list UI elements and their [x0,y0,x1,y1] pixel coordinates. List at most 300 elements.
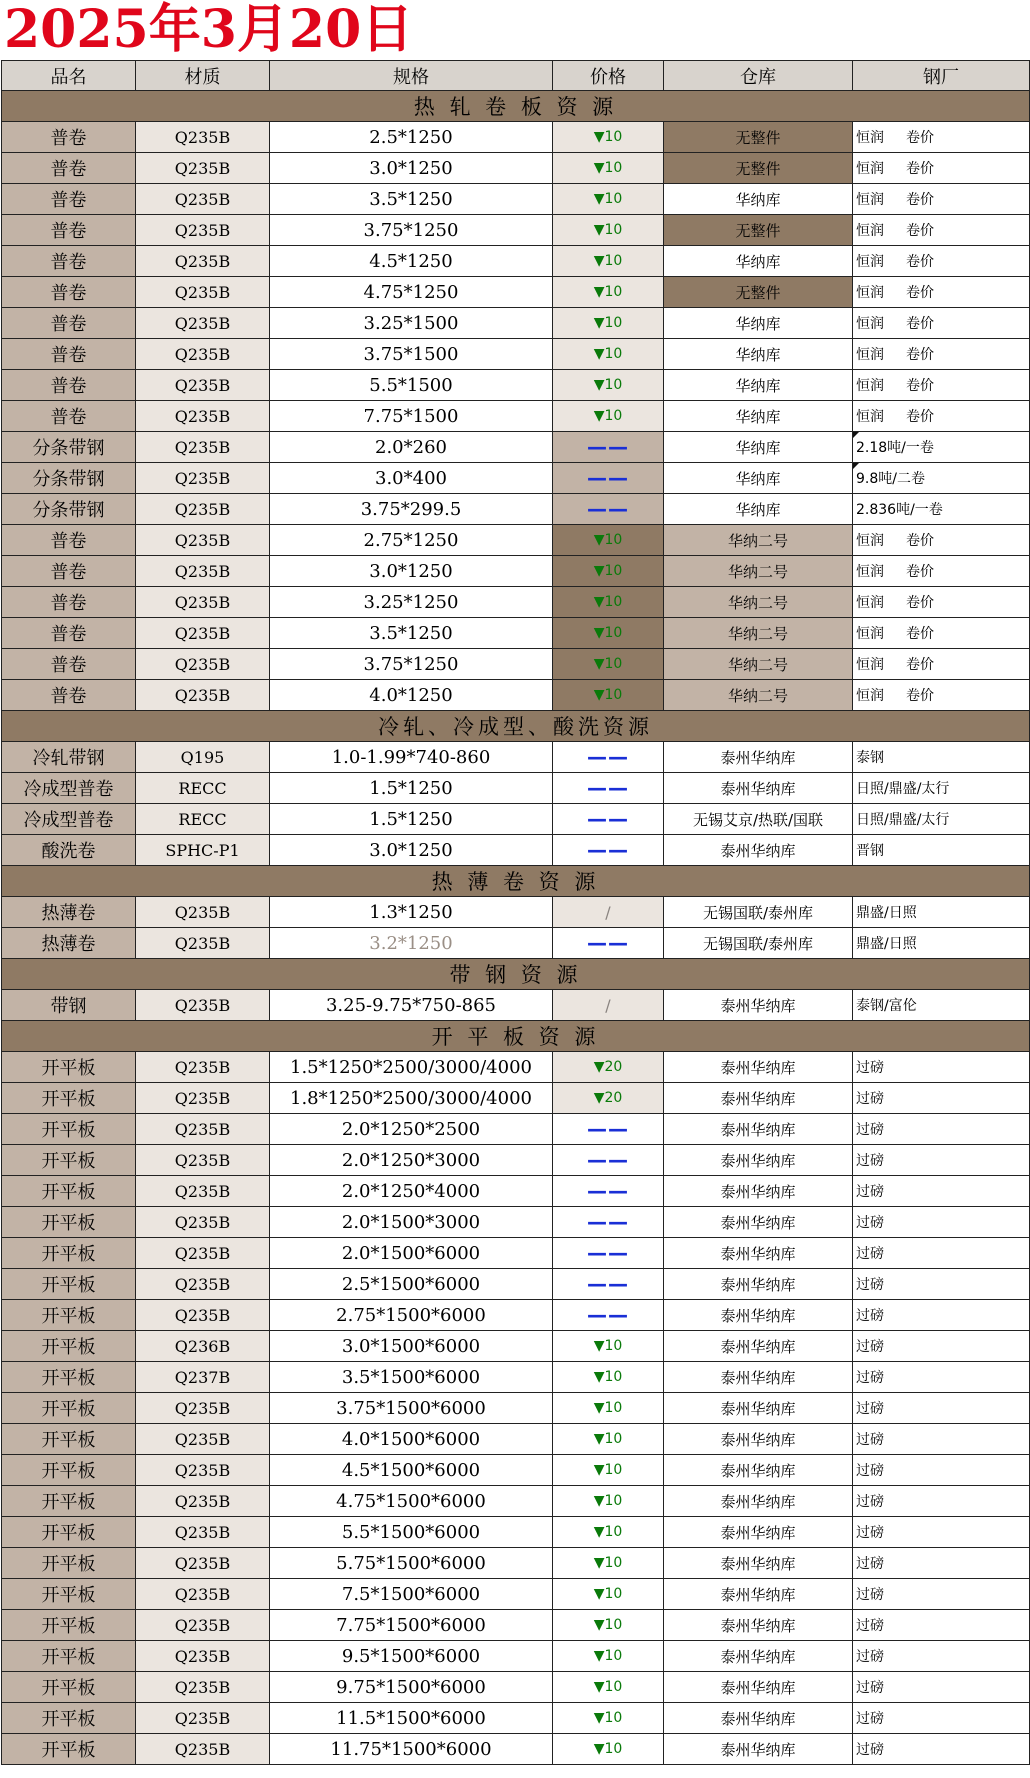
product-name-cell: 分条带钢 [2,463,136,494]
material-cell: Q235B [136,1424,270,1455]
mill-note: 卷价 [906,285,934,301]
material-cell: Q237B [136,1362,270,1393]
warehouse-cell: 华纳二号 [664,587,853,618]
price-cell [553,401,664,432]
mill-cell [853,897,1030,928]
mill-name: 日照/鼎盛/太行 [856,812,950,828]
mill-cell [853,587,1030,618]
mill-name: 过磅 [856,1091,884,1107]
mill-name: 过磅 [856,1742,884,1758]
price-dash: —— [587,776,629,800]
mill-name: 鼎盛/日照 [856,936,917,952]
spec-cell: 2.0*1250*3000 [270,1145,553,1176]
mill-cell [853,122,1030,153]
material-cell: Q235B [136,308,270,339]
spec-cell: 2.5*1500*6000 [270,1269,553,1300]
warehouse-cell: 无整件 [664,153,853,184]
table-row [2,370,1030,401]
price-cell [553,277,664,308]
spec-cell: 2.0*1250*4000 [270,1176,553,1207]
spec-cell: 2.0*1500*6000 [270,1238,553,1269]
price-cell [553,1548,664,1579]
table-row [2,339,1030,370]
mill-cell [853,804,1030,835]
spec-cell: 4.0*1500*6000 [270,1424,553,1455]
spec-cell: 2.0*260 [270,432,553,463]
header-row [2,61,1030,91]
product-name-cell: 开平板 [2,1269,136,1300]
mill-name: 2.836吨/一卷 [856,502,943,518]
material-cell: Q235B [136,277,270,308]
mill-name: 泰钢/富伦 [856,998,917,1014]
warehouse-cell: 泰州华纳库 [664,1455,853,1486]
warehouse-cell: 泰州华纳库 [664,1579,853,1610]
warehouse-cell: 华纳库 [664,432,853,463]
material-cell: Q235B [136,618,270,649]
mill-name: 过磅 [856,1618,884,1634]
table-row [2,897,1030,928]
material-cell: Q235B [136,1672,270,1703]
price-down-indicator: ▼20 [593,1059,623,1075]
warehouse-cell: 泰州华纳库 [664,1486,853,1517]
product-name-cell: 开平板 [2,1579,136,1610]
mill-name: 鼎盛/日照 [856,905,917,921]
mill-cell [853,1579,1030,1610]
material-cell: Q235B [136,1579,270,1610]
mill-cell [853,773,1030,804]
warehouse-cell: 泰州华纳库 [664,1331,853,1362]
mill-note: 卷价 [906,192,934,208]
table-row [2,1207,1030,1238]
warehouse-cell: 华纳库 [664,370,853,401]
warehouse-cell: 无整件 [664,277,853,308]
warehouse-cell: 无整件 [664,215,853,246]
price-cell [553,1207,664,1238]
price-cell [553,680,664,711]
mill-name: 过磅 [856,1215,884,1231]
price-down-indicator: ▼10 [593,1462,623,1478]
spec-cell: 3.25-9.75*750-865 [270,990,553,1021]
spec-cell: 3.75*1500*6000 [270,1393,553,1424]
warehouse-cell: 泰州华纳库 [664,1362,853,1393]
mill-name: 过磅 [856,1680,884,1696]
price-down-indicator: ▼10 [593,594,623,610]
warehouse-cell: 华纳库 [664,308,853,339]
spec-cell: 3.0*1500*6000 [270,1331,553,1362]
warehouse-cell: 华纳库 [664,494,853,525]
mill-cell [853,1176,1030,1207]
mill-cell [853,370,1030,401]
table-row [2,556,1030,587]
product-name-cell: 开平板 [2,1114,136,1145]
price-down-indicator: ▼10 [593,1369,623,1385]
material-cell: SPHC-P1 [136,835,270,866]
material-cell: Q235B [136,494,270,525]
table-row [2,1114,1030,1145]
product-name-cell: 普卷 [2,277,136,308]
warehouse-cell: 华纳二号 [664,618,853,649]
material-cell: Q235B [136,370,270,401]
spec-cell: 5.5*1500 [270,370,553,401]
warehouse-cell: 无锡国联/泰州库 [664,928,853,959]
spec-cell: 5.75*1500*6000 [270,1548,553,1579]
table-row [2,1238,1030,1269]
product-name-cell: 开平板 [2,1641,136,1672]
product-name-cell: 普卷 [2,556,136,587]
mill-name: 过磅 [856,1277,884,1293]
mill-cell [853,1672,1030,1703]
mill-name: 恒润 [856,192,884,208]
price-cell [553,1052,664,1083]
mill-cell [853,1145,1030,1176]
table-row [2,804,1030,835]
mill-note: 卷价 [906,254,934,270]
header-warehouse: 仓库 [664,61,853,91]
mill-name: 过磅 [856,1587,884,1603]
spec-cell: 2.0*1500*3000 [270,1207,553,1238]
price-slash: / [605,902,611,922]
price-down-indicator: ▼10 [593,1555,623,1571]
material-cell: RECC [136,804,270,835]
mill-name: 过磅 [856,1184,884,1200]
material-cell: Q235B [136,680,270,711]
material-cell: Q235B [136,928,270,959]
mill-cell [853,401,1030,432]
material-cell: Q235B [136,1114,270,1145]
spec-cell: 1.0-1.99*740-860 [270,742,553,773]
mill-name: 过磅 [856,1122,884,1138]
mill-name: 过磅 [856,1308,884,1324]
price-down-indicator: ▼10 [593,1524,623,1540]
table-row [2,432,1030,463]
table-row [2,1052,1030,1083]
mill-name: 恒润 [856,409,884,425]
product-name-cell: 普卷 [2,401,136,432]
mill-note: 卷价 [906,130,934,146]
warehouse-cell: 泰州华纳库 [664,1641,853,1672]
table-row [2,990,1030,1021]
mill-name: 过磅 [856,1153,884,1169]
material-cell: Q235B [136,122,270,153]
section-title: 热 轧 卷 板 资 源 [2,91,1030,122]
spec-cell: 7.75*1500*6000 [270,1610,553,1641]
product-name-cell: 开平板 [2,1145,136,1176]
table-row [2,1517,1030,1548]
table-row [2,1703,1030,1734]
table-row [2,1455,1030,1486]
price-cell [553,1703,664,1734]
price-dash: —— [587,1117,629,1141]
material-cell: Q235B [136,990,270,1021]
mill-cell [853,556,1030,587]
product-name-cell: 开平板 [2,1703,136,1734]
section-header-row [2,959,1030,990]
header-mill: 钢厂 [853,61,1030,91]
price-cell [553,742,664,773]
mill-cell [853,153,1030,184]
price-cell [553,1455,664,1486]
price-down-indicator: ▼10 [593,191,623,207]
mill-cell [853,1455,1030,1486]
material-cell: Q235B [136,1641,270,1672]
price-dash: —— [587,466,629,490]
mill-cell [853,339,1030,370]
mill-cell [853,1548,1030,1579]
spec-cell: 1.5*1250*2500/3000/4000 [270,1052,553,1083]
price-cell [553,432,664,463]
spec-cell: 3.5*1250 [270,184,553,215]
mill-name: 恒润 [856,223,884,239]
mill-cell [853,1238,1030,1269]
price-down-indicator: ▼10 [593,315,623,331]
mill-cell [853,308,1030,339]
price-cell [553,370,664,401]
warehouse-cell: 泰州华纳库 [664,1672,853,1703]
price-down-indicator: ▼10 [593,1493,623,1509]
spec-cell: 1.3*1250 [270,897,553,928]
material-cell: Q235B [136,1176,270,1207]
price-dash: —— [587,497,629,521]
spec-cell: 3.5*1250 [270,618,553,649]
product-name-cell: 开平板 [2,1300,136,1331]
warehouse-cell: 华纳库 [664,184,853,215]
price-dash: —— [587,1210,629,1234]
mill-cell [853,1269,1030,1300]
table-row [2,1176,1030,1207]
price-down-indicator: ▼10 [593,687,623,703]
warehouse-cell: 华纳二号 [664,556,853,587]
price-cell [553,153,664,184]
mill-cell [853,1610,1030,1641]
warehouse-cell: 泰州华纳库 [664,742,853,773]
table-row [2,742,1030,773]
price-down-indicator: ▼10 [593,532,623,548]
price-cell [553,1362,664,1393]
mill-cell [853,246,1030,277]
price-dash: —— [587,745,629,769]
mill-name: 过磅 [856,1401,884,1417]
spec-cell: 3.0*1250 [270,835,553,866]
product-name-cell: 分条带钢 [2,432,136,463]
price-cell [553,1641,664,1672]
warehouse-cell: 华纳库 [664,339,853,370]
product-name-cell: 开平板 [2,1610,136,1641]
material-cell: Q235B [136,1052,270,1083]
mill-cell [853,928,1030,959]
price-dash: —— [587,1241,629,1265]
warehouse-cell: 无锡艾京/热联/国联 [664,804,853,835]
spec-cell: 1.5*1250 [270,773,553,804]
product-name-cell: 开平板 [2,1734,136,1765]
mill-cell [853,1052,1030,1083]
spec-cell: 3.75*299.5 [270,494,553,525]
price-cell [553,1610,664,1641]
mill-name: 过磅 [856,1525,884,1541]
price-cell [553,1393,664,1424]
page-title: 2025年3月20日 [4,0,414,60]
product-name-cell: 开平板 [2,1052,136,1083]
table-row [2,184,1030,215]
product-name-cell: 开平板 [2,1424,136,1455]
spec-cell: 7.5*1500*6000 [270,1579,553,1610]
spec-cell: 11.75*1500*6000 [270,1734,553,1765]
warehouse-cell: 泰州华纳库 [664,1083,853,1114]
product-name-cell: 普卷 [2,525,136,556]
mill-cell [853,618,1030,649]
price-table [1,60,1030,1765]
warehouse-cell: 泰州华纳库 [664,1734,853,1765]
warehouse-cell: 泰州华纳库 [664,1424,853,1455]
price-dash: —— [587,807,629,831]
price-cell [553,928,664,959]
mill-note: 卷价 [906,688,934,704]
product-name-cell: 热薄卷 [2,928,136,959]
mill-name: 恒润 [856,285,884,301]
table-row [2,1610,1030,1641]
table-row [2,1393,1030,1424]
spec-cell: 4.5*1500*6000 [270,1455,553,1486]
table-row [2,1641,1030,1672]
table-row [2,308,1030,339]
price-cell [553,1486,664,1517]
price-down-indicator: ▼10 [593,1338,623,1354]
price-cell [553,339,664,370]
mill-cell [853,1486,1030,1517]
table-row [2,1145,1030,1176]
spec-cell: 3.25*1500 [270,308,553,339]
spec-cell: 2.5*1250 [270,122,553,153]
price-dash: —— [587,1303,629,1327]
material-cell: Q235B [136,1703,270,1734]
section-header-row [2,1021,1030,1052]
product-name-cell: 普卷 [2,339,136,370]
spec-cell: 2.75*1250 [270,525,553,556]
product-name-cell: 分条带钢 [2,494,136,525]
material-cell: Q235B [136,1610,270,1641]
material-cell: Q235B [136,649,270,680]
material-cell: Q235B [136,215,270,246]
table-row [2,401,1030,432]
mill-name: 9.8吨/二卷 [856,471,925,487]
product-name-cell: 普卷 [2,618,136,649]
table-row [2,1083,1030,1114]
mill-name: 恒润 [856,688,884,704]
price-cell [553,773,664,804]
product-name-cell: 开平板 [2,1207,136,1238]
warehouse-cell: 华纳二号 [664,525,853,556]
spec-cell: 2.0*1250*2500 [270,1114,553,1145]
warehouse-cell: 泰州华纳库 [664,1269,853,1300]
price-cell [553,649,664,680]
price-cell [553,1114,664,1145]
spec-cell: 3.0*400 [270,463,553,494]
table-row [2,215,1030,246]
material-cell: Q235B [136,556,270,587]
warehouse-cell: 泰州华纳库 [664,1238,853,1269]
material-cell: Q235B [136,1486,270,1517]
header-spec: 规格 [270,61,553,91]
section-title: 热 薄 卷 资 源 [2,866,1030,897]
section-header-row [2,91,1030,122]
spec-cell: 5.5*1500*6000 [270,1517,553,1548]
mill-cell [853,680,1030,711]
material-cell: Q235B [136,587,270,618]
warehouse-cell: 泰州华纳库 [664,1176,853,1207]
spec-cell: 1.5*1250 [270,804,553,835]
mill-name: 2.18吨/一卷 [856,440,934,456]
material-cell: Q235B [136,1083,270,1114]
mill-note: 卷价 [906,161,934,177]
mill-cell [853,742,1030,773]
mill-name: 泰钢 [856,750,884,766]
product-name-cell: 普卷 [2,680,136,711]
mill-cell [853,1517,1030,1548]
product-name-cell: 开平板 [2,1083,136,1114]
material-cell: Q235B [136,1734,270,1765]
product-name-cell: 冷成型普卷 [2,804,136,835]
mill-note: 卷价 [906,223,934,239]
product-name-cell: 普卷 [2,184,136,215]
price-down-indicator: ▼10 [593,1741,623,1757]
mill-name: 恒润 [856,254,884,270]
price-down-indicator: ▼10 [593,656,623,672]
material-cell: Q235B [136,1548,270,1579]
material-cell: Q235B [136,525,270,556]
mill-cell [853,1114,1030,1145]
spec-cell: 9.75*1500*6000 [270,1672,553,1703]
table-row [2,773,1030,804]
material-cell: Q235B [136,432,270,463]
warehouse-cell: 泰州华纳库 [664,773,853,804]
product-name-cell: 带钢 [2,990,136,1021]
material-cell: Q235B [136,1207,270,1238]
price-cell [553,1238,664,1269]
section-header-row [2,711,1030,742]
section-title: 带 钢 资 源 [2,959,1030,990]
warehouse-cell: 泰州华纳库 [664,1145,853,1176]
price-down-indicator: ▼10 [593,1679,623,1695]
spec-cell: 2.75*1500*6000 [270,1300,553,1331]
price-cell [553,525,664,556]
product-name-cell: 开平板 [2,1393,136,1424]
mill-name: 过磅 [856,1246,884,1262]
mill-cell [853,463,1030,494]
mill-note: 卷价 [906,626,934,642]
material-cell: Q195 [136,742,270,773]
spec-cell: 3.2*1250 [270,928,553,959]
mill-cell [853,835,1030,866]
mill-name: 恒润 [856,378,884,394]
price-cell [553,1176,664,1207]
material-cell: Q235B [136,1145,270,1176]
warehouse-cell: 泰州华纳库 [664,1052,853,1083]
mill-note: 卷价 [906,657,934,673]
price-down-indicator: ▼10 [593,1400,623,1416]
warehouse-cell: 泰州华纳库 [664,835,853,866]
mill-note: 卷价 [906,347,934,363]
material-cell: Q235B [136,401,270,432]
price-cell [553,1424,664,1455]
price-cell [553,122,664,153]
material-cell: Q235B [136,339,270,370]
price-down-indicator: ▼10 [593,1617,623,1633]
spec-cell: 4.5*1250 [270,246,553,277]
price-down-indicator: ▼10 [593,346,623,362]
material-cell: Q235B [136,1269,270,1300]
mill-name: 恒润 [856,595,884,611]
mill-cell [853,1083,1030,1114]
mill-name: 过磅 [856,1060,884,1076]
